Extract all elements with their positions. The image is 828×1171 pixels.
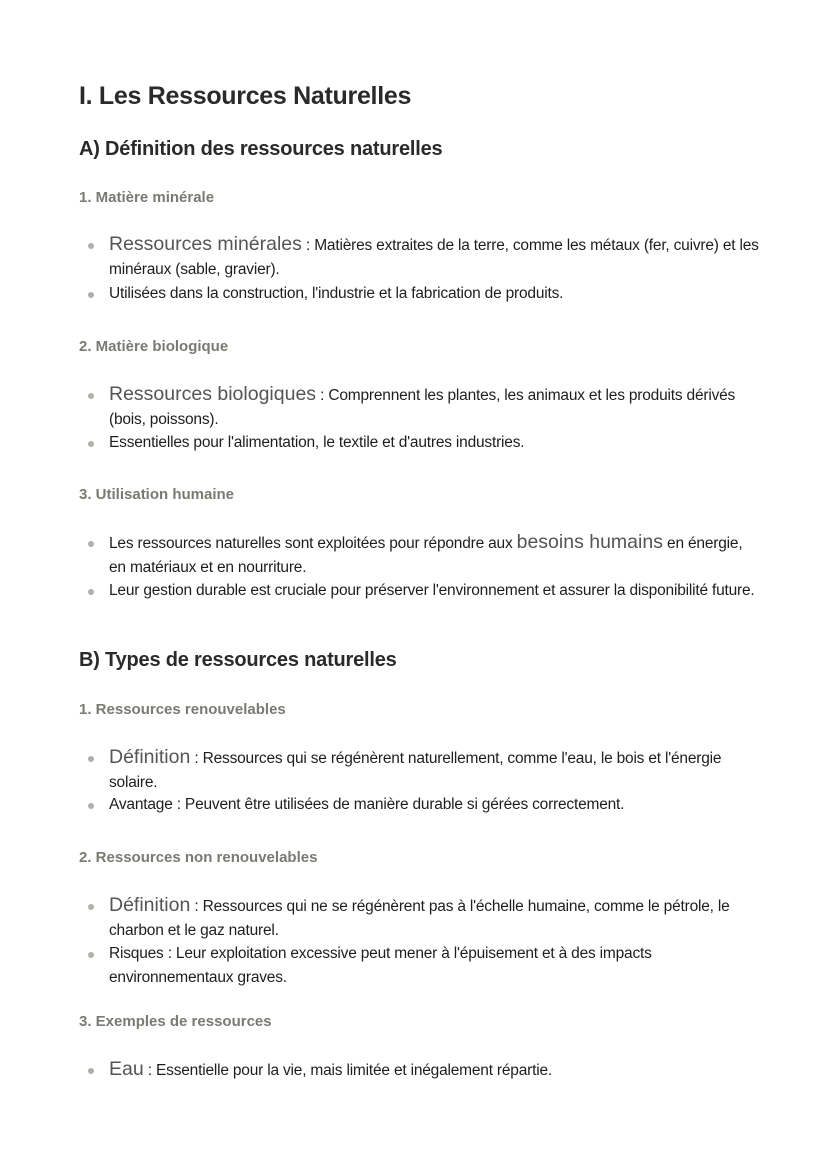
subsection-heading: 3. Utilisation humaine xyxy=(79,486,235,503)
item-text: : Matières extraites de la terre, comme les métaux (fer, cuivre) et les minéraux (sable, gravier). xyxy=(109,237,759,278)
term: Ressources biologiques xyxy=(109,383,317,405)
term: Définition xyxy=(109,894,191,916)
term: Ressources minérales xyxy=(109,233,302,255)
item-text: Utilisées dans la construction, l'industrie et la fabrication de produits. xyxy=(109,285,564,302)
section-heading-b: B) Types de ressources naturelles xyxy=(79,649,397,671)
term: Eau xyxy=(109,1058,144,1080)
list-item xyxy=(109,531,759,579)
list-item xyxy=(109,282,759,306)
item-text: Leur gestion durable est cruciale pour préserver l'environnement et assurer la disponibilité future. xyxy=(109,582,755,599)
item-text: : Essentielle pour la vie, mais limitée et inégalement répartie. xyxy=(143,1062,552,1079)
section-heading-a: A) Définition des ressources naturelles xyxy=(79,138,443,160)
subsection-heading: 2. Matière biologique xyxy=(79,338,229,355)
list-item xyxy=(109,942,759,989)
list-item xyxy=(109,431,759,455)
list-item xyxy=(109,383,759,431)
subsection-heading: 1. Ressources renouvelables xyxy=(79,701,286,718)
list-item xyxy=(109,746,759,794)
term: besoins humains xyxy=(516,531,663,553)
list-item xyxy=(109,1058,759,1083)
subsection-heading: 1. Matière minérale xyxy=(79,189,215,206)
item-text: : Comprennent les plantes, les animaux et les produits dérivés (bois, poissons). xyxy=(109,387,736,428)
term: Définition xyxy=(109,746,191,768)
subsection-heading: 2. Ressources non renouvelables xyxy=(79,849,318,866)
list-item xyxy=(109,233,759,281)
subsection-heading: 3. Exemples de ressources xyxy=(79,1013,272,1030)
item-text: Risques : Leur exploitation excessive peut mener à l'épuisement et à des impacts environnementaux graves. xyxy=(109,945,652,986)
list-item xyxy=(109,579,759,603)
list-item xyxy=(109,894,759,942)
item-text: Les ressources naturelles sont exploitées pour répondre aux xyxy=(109,535,517,552)
list-item xyxy=(109,793,759,817)
item-text: : Ressources qui se régénèrent naturellement, comme l'eau, le bois et l'énergie solaire. xyxy=(109,750,722,791)
page-title: I. Les Ressources Naturelles xyxy=(79,82,412,110)
item-text: en énergie, en matériaux et en nourriture. xyxy=(109,535,743,576)
item-text: : Ressources qui ne se régénèrent pas à l'échelle humaine, comme le pétrole, le charbon et le gaz naturel. xyxy=(109,898,730,939)
item-text: Avantage : Peuvent être utilisées de manière durable si gérées correctement. xyxy=(109,796,625,813)
item-text: Essentielles pour l'alimentation, le textile et d'autres industries. xyxy=(109,434,525,451)
